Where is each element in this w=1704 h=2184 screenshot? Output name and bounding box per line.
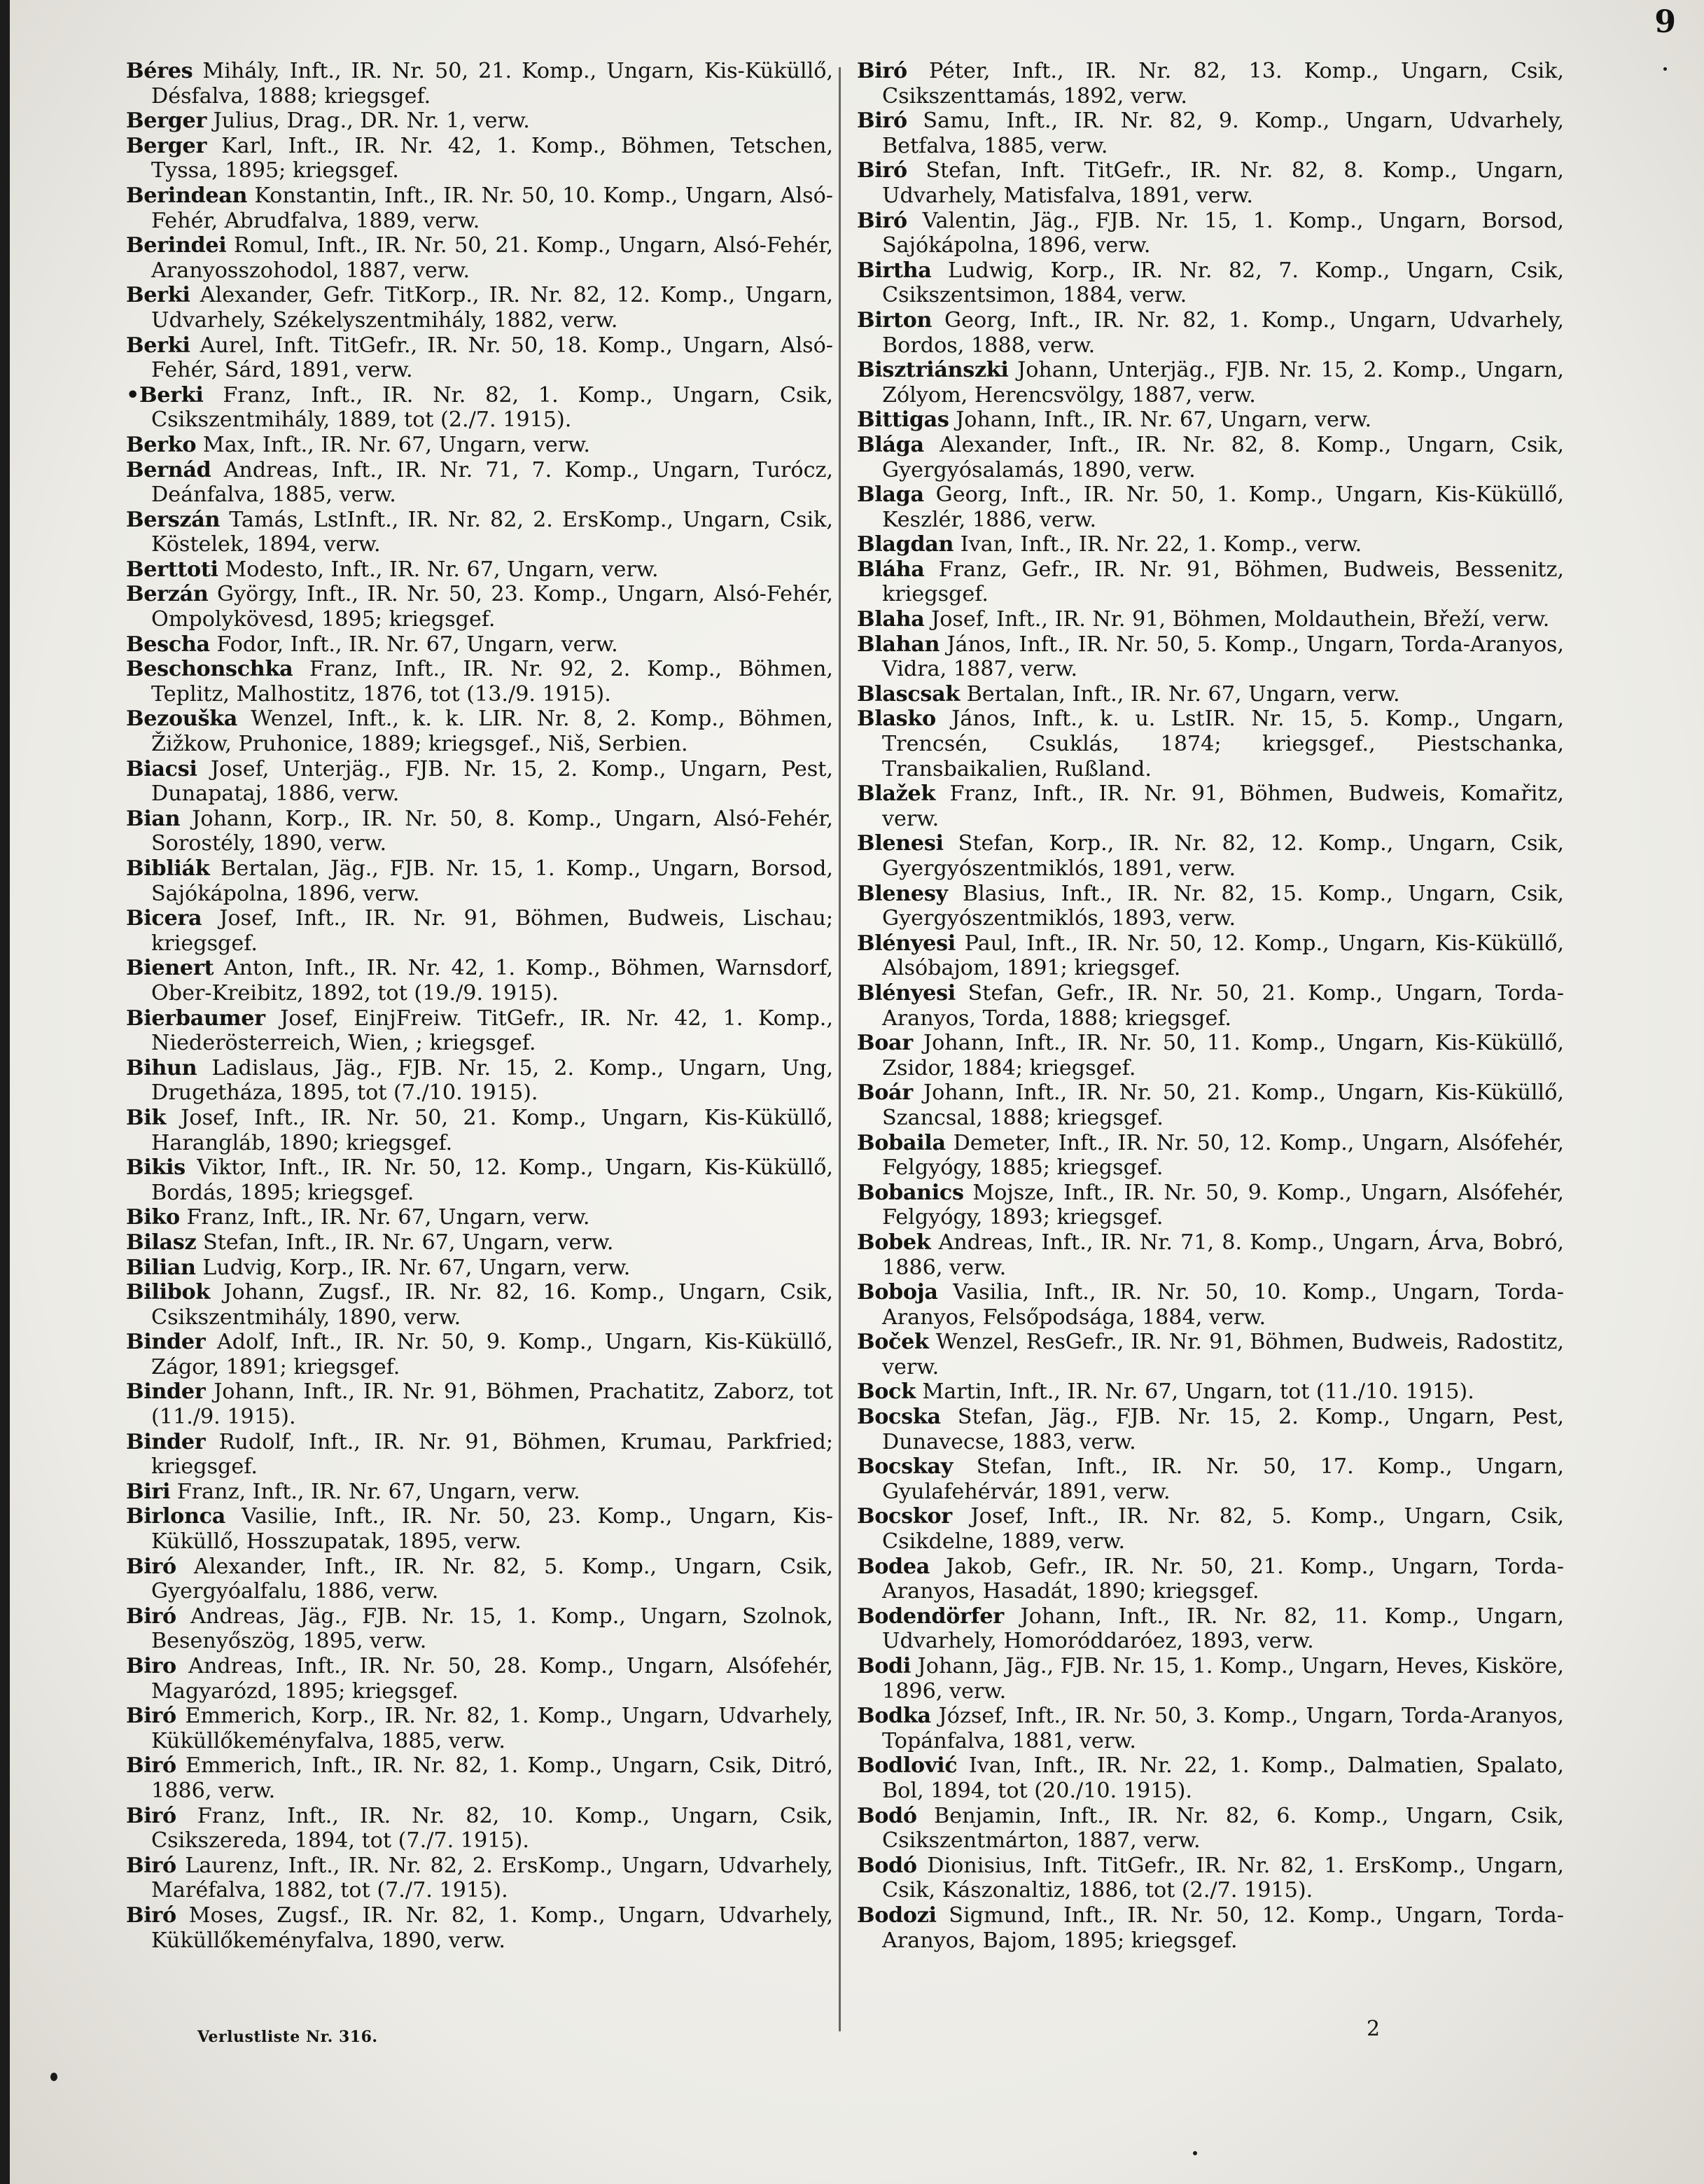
casualty-entry	[126, 707, 833, 756]
entry-details: Franz, Inft., IR. Nr. 82, 1. Komp., Ungarn, Csik, Csikszentmihály, 1889, tot (2./7. 1915).	[151, 382, 833, 433]
entry-details: Stefan, Inft. TitGefr., IR. Nr. 82, 8. Komp., Ungarn, Udvarhely, Matisfalva, 1891, verw.	[882, 158, 1564, 208]
surname: Bodka	[857, 1704, 931, 1729]
entry-details: Romul, Inft., IR. Nr. 50, 21. Komp., Ungarn, Alsó-Fehér, Aranyosszohodol, 1887, verw.	[151, 233, 833, 283]
entry-details: Franz, Inft., IR. Nr. 92, 2. Komp., Böhmen, Teplitz, Malhostitz, 1876, tot (13./9. 1915).	[151, 657, 833, 707]
surname: Bilibok	[126, 1280, 210, 1305]
casualty-entry	[126, 1006, 833, 1056]
entry-details: Dionisius, Inft. TitGefr., IR. Nr. 82, 1. ErsKomp., Ungarn, Csik, Kászonaltiz, 1886, tot (2./7. 1915).	[882, 1853, 1564, 1903]
casualty-entry	[857, 1704, 1564, 1753]
ink-speck	[1193, 2151, 1197, 2155]
entry-details: Demeter, Inft., IR. Nr. 50, 12. Komp., Ungarn, Alsófehér, Felgyógy, 1885; kriegsgef.	[882, 1130, 1564, 1181]
surname: Bláha	[857, 557, 925, 582]
entry-details: Adolf, Inft., IR. Nr. 50, 9. Komp., Ungarn, Kis-Küküllő, Zágor, 1891; kriegsgef.	[151, 1330, 833, 1379]
surname: Berttoti	[126, 557, 218, 582]
surname: Biró	[126, 1554, 176, 1579]
casualty-entry	[857, 358, 1564, 408]
casualty-entry	[126, 1330, 833, 1379]
casualty-entry	[857, 1554, 1564, 1604]
surname: Bibliák	[126, 856, 210, 881]
entry-details: Bertalan, Jäg., FJB. Nr. 15, 1. Komp., Ungarn, Borsod, Sajókápolna, 1896, verw.	[151, 856, 833, 906]
entry-details: Johann, Inft., IR. Nr. 91, Böhmen, Prachatitz, Zaborz, tot (11./9. 1915).	[151, 1379, 833, 1430]
casualty-entry	[126, 856, 833, 906]
casualty-entry	[857, 482, 1564, 532]
casualty-entry	[857, 59, 1564, 109]
surname: Bobek	[857, 1230, 931, 1255]
casualty-entry	[126, 134, 833, 183]
surname: Biró	[857, 208, 907, 233]
surname: Biacsi	[126, 756, 197, 781]
casualty-entry	[126, 1654, 833, 1704]
casualty-entry	[857, 1181, 1564, 1230]
entry-details: Josef, Inft., IR. Nr. 50, 21. Komp., Ungarn, Kis-Küküllő, Harangláb, 1890; kriegsgef.	[151, 1105, 833, 1155]
casualty-entry	[126, 1903, 833, 1953]
entry-details: Wenzel, Inft., k. k. LIR. Nr. 8, 2. Komp., Böhmen, Žižkow, Pruhonice, 1889; kriegsgef., Niš, Serbien.	[151, 707, 833, 757]
casualty-entry	[857, 308, 1564, 358]
casualty-entry	[857, 1804, 1564, 1853]
casualty-entry	[857, 1280, 1564, 1330]
surname: Bisztriánszki	[857, 358, 1009, 383]
entry-details: Johann, Unterjäg., FJB. Nr. 15, 2. Komp., Ungarn, Zólyom, Herencsvölgy, 1887, verw.	[882, 358, 1564, 408]
surname: Bodea	[857, 1554, 930, 1579]
casualty-entry	[126, 508, 833, 557]
surname: Berki	[126, 333, 190, 358]
entry-details: Emmerich, Inft., IR. Nr. 82, 1. Komp., Ungarn, Csik, Ditró, 1886, verw.	[151, 1753, 833, 1803]
entry-details: Wenzel, ResGefr., IR. Nr. 91, Böhmen, Budweis, Radostitz, verw.	[882, 1330, 1564, 1379]
entry-details: Samu, Inft., IR. Nr. 82, 9. Komp., Ungarn, Udvarhely, Betfalva, 1885, verw.	[882, 109, 1564, 158]
surname: Bezouška	[126, 707, 238, 732]
entry-details: Benjamin, Inft., IR. Nr. 82, 6. Komp., Ungarn, Csik, Csikszentmárton, 1887, verw.	[882, 1803, 1564, 1853]
entry-details: Georg, Inft., IR. Nr. 50, 1. Komp., Ungarn, Kis-Küküllő, Keszlér, 1886, verw.	[882, 482, 1564, 532]
entry-details: Ivan, Inft., IR. Nr. 22, 1. Komp., verw.	[954, 532, 1362, 557]
surname: Biró	[126, 1753, 176, 1779]
casualty-entry	[126, 1604, 833, 1654]
entry-details: Ivan, Inft., IR. Nr. 22, 1. Komp., Dalmatien, Spalato, Bol, 1894, tot (20./10. 1915).	[882, 1753, 1564, 1803]
surname: Bienert	[126, 956, 214, 981]
casualty-entry	[857, 607, 1564, 632]
surname: Berko	[126, 432, 197, 457]
casualty-entry	[857, 433, 1564, 482]
casualty-entry	[126, 1155, 833, 1205]
casualty-entry	[857, 1903, 1564, 1953]
entry-details: Modesto, Inft., IR. Nr. 67, Ungarn, verw.	[218, 557, 659, 582]
casualty-entry	[126, 283, 833, 333]
casualty-entry	[857, 831, 1564, 881]
surname: Bescha	[126, 632, 210, 657]
casualty-entry	[857, 632, 1564, 682]
entry-details: Josef, EinjFreiw. TitGefr., IR. Nr. 42, 1. Komp., Niederösterreich, Wien, ; kriegsgef.	[151, 1006, 833, 1056]
ink-speck	[50, 2073, 57, 2081]
casualty-entry	[126, 632, 833, 658]
entry-details: Johann, Inft., IR. Nr. 67, Ungarn, verw.	[949, 408, 1372, 433]
entry-details: Andreas, Inft., IR. Nr. 71, 8. Komp., Ungarn, Árva, Bobró, 1886, verw.	[882, 1230, 1564, 1280]
surname: Bittigas	[857, 408, 949, 433]
casualty-entry	[857, 981, 1564, 1031]
entry-details: Josef, Inft., IR. Nr. 91, Böhmen, Moldauthein, Břeží, verw.	[924, 607, 1550, 632]
casualty-entry	[126, 757, 833, 807]
left-column	[126, 59, 833, 1953]
surname: Bicera	[126, 906, 202, 931]
surname: Bikis	[126, 1155, 186, 1181]
surname: Berindei	[126, 233, 227, 258]
surname: Bocskay	[857, 1454, 953, 1480]
surname: Berki	[126, 283, 190, 308]
entry-details: Johann, Inft., IR. Nr. 50, 11. Komp., Ungarn, Kis-Küküllő, Zsidor, 1884; kriegsgef.	[882, 1031, 1564, 1080]
entry-details: Mojsze, Inft., IR. Nr. 50, 9. Komp., Ungarn, Alsófehér, Felgyógy, 1893; kriegsgef.	[882, 1180, 1564, 1230]
entry-details: Josef, Inft., IR. Nr. 91, Böhmen, Budweis, Lischau; kriegsgef.	[151, 906, 833, 956]
entry-details: Andreas, Inft., IR. Nr. 71, 7. Komp., Ungarn, Turócz, Deánfalva, 1885, verw.	[151, 457, 833, 508]
casualty-entry	[857, 557, 1564, 607]
entry-details: Viktor, Inft., IR. Nr. 50, 12. Komp., Ungarn, Kis-Küküllő, Bordás, 1895; kriegsgef.	[151, 1155, 833, 1205]
surname: Beschonschka	[126, 657, 293, 682]
surname: Berszán	[126, 507, 221, 532]
entry-details: Martin, Inft., IR. Nr. 67, Ungarn, tot (11./10. 1915).	[915, 1379, 1474, 1405]
surname: Birlonca	[126, 1504, 225, 1529]
entry-details: Andreas, Jäg., FJB. Nr. 15, 1. Komp., Ungarn, Szolnok, Besenyőszög, 1895, verw.	[151, 1604, 833, 1654]
surname: Biró	[126, 1704, 176, 1729]
entry-details: Moses, Zugsf., IR. Nr. 82, 1. Komp., Ungarn, Udvarhely, Küküllőkeményfalva, 1890, verw.	[151, 1903, 833, 1953]
entry-details: Max, Inft., IR. Nr. 67, Ungarn, verw.	[196, 432, 591, 457]
casualty-entry	[126, 1504, 833, 1554]
surname: Biró	[126, 1604, 176, 1629]
entry-details: Franz, Inft., IR. Nr. 67, Ungarn, verw.	[170, 1479, 580, 1504]
entry-details: Stefan, Jäg., FJB. Nr. 15, 2. Komp., Ungarn, Pest, Dunavecse, 1883, verw.	[882, 1405, 1564, 1454]
page-number: 9	[1654, 4, 1676, 40]
column-divider	[839, 67, 841, 2031]
entry-details: Franz, Inft., IR. Nr. 82, 10. Komp., Ungarn, Csik, Csikszereda, 1894, tot (7./7. 1915).	[151, 1803, 833, 1853]
surname: •Berki	[126, 382, 204, 408]
surname: Blahan	[857, 632, 940, 657]
casualty-entry	[857, 1330, 1564, 1379]
casualty-entry	[857, 1504, 1564, 1554]
casualty-entry	[857, 931, 1564, 981]
casualty-entry	[857, 1454, 1564, 1504]
entry-details: Laurenz, Inft., IR. Nr. 82, 2. ErsKomp., Ungarn, Udvarhely, Maréfalva, 1882, tot (7./7. 1915).	[151, 1853, 833, 1903]
casualty-entry	[126, 557, 833, 583]
casualty-entry	[857, 1031, 1564, 1080]
casualty-entry	[126, 1056, 833, 1106]
casualty-entry	[126, 183, 833, 233]
entry-details: Blasius, Inft., IR. Nr. 82, 15. Komp., Ungarn, Csik, Gyergyószentmiklós, 1893, verw.	[882, 881, 1564, 931]
entry-details: Tamás, LstInft., IR. Nr. 82, 2. ErsKomp., Ungarn, Csik, Köstelek, 1894, verw.	[151, 507, 833, 557]
surname: Bobanics	[857, 1180, 964, 1205]
entry-details: Johann, Zugsf., IR. Nr. 82, 16. Komp., Ungarn, Csik, Csikszentmihály, 1890, verw.	[151, 1280, 833, 1330]
casualty-entry	[126, 657, 833, 707]
surname: Biro	[126, 1654, 176, 1678]
surname: Bock	[857, 1379, 916, 1405]
casualty-entry	[126, 433, 833, 458]
entry-details: Alexander, Inft., IR. Nr. 82, 5. Komp., Ungarn, Csik, Gyergyóalfalu, 1886, verw.	[151, 1554, 833, 1604]
entry-details: Karl, Inft., IR. Nr. 42, 1. Komp., Böhmen, Tetschen, Tyssa, 1895; kriegsgef.	[151, 133, 833, 183]
entry-details: Stefan, Korp., IR. Nr. 82, 12. Komp., Ungarn, Csik, Gyergyószentmiklós, 1891, verw.	[882, 831, 1564, 881]
casualty-entry	[126, 1205, 833, 1230]
casualty-entry	[126, 906, 833, 956]
casualty-entry	[126, 1704, 833, 1753]
surname: Berger	[126, 109, 207, 134]
entry-details: György, Inft., IR. Nr. 50, 23. Komp., Ungarn, Alsó-Fehér, Ompolykövesd, 1895; kriegsgef.	[151, 582, 833, 632]
surname: Berzán	[126, 582, 209, 607]
surname: Bian	[126, 806, 181, 831]
entry-details: Jakob, Gefr., IR. Nr. 50, 21. Komp., Ungarn, Torda-Aranyos, Hasadát, 1890; kriegsgef.	[882, 1554, 1564, 1604]
entry-details: János, Inft., IR. Nr. 50, 5. Komp., Ungarn, Torda-Aranyos, Vidra, 1887, verw.	[882, 632, 1564, 682]
casualty-entry	[857, 532, 1564, 557]
entry-details: Bertalan, Inft., IR. Nr. 67, Ungarn, verw.	[960, 681, 1400, 707]
casualty-entry	[857, 258, 1564, 308]
surname: Bocska	[857, 1405, 941, 1430]
surname: Blenesi	[857, 831, 944, 856]
casualty-entry	[126, 1230, 833, 1256]
entry-details: Fodor, Inft., IR. Nr. 67, Ungarn, verw.	[209, 632, 618, 657]
entry-details: János, Inft., k. u. LstIR. Nr. 15, 5. Komp., Ungarn, Trencsén, Csuklás, 1874; kriegsgef., Piestschanka, Transbaikalien, Rußland.	[882, 707, 1564, 781]
casualty-entry	[126, 1280, 833, 1330]
surname: Binder	[126, 1429, 206, 1454]
surname: Biró	[857, 109, 907, 134]
surname: Boček	[857, 1330, 929, 1355]
surname: Bodó	[857, 1803, 917, 1828]
right-column	[857, 59, 1564, 1953]
surname: Blasko	[857, 707, 936, 732]
entry-details: Alexander, Gefr. TitKorp., IR. Nr. 82, 12. Komp., Ungarn, Udvarhely, Székelyszentmihály, 1882, verw.	[151, 283, 833, 333]
casualty-entry	[857, 1131, 1564, 1181]
surname: Biró	[126, 1803, 176, 1828]
entry-details: Sigmund, Inft., IR. Nr. 50, 12. Komp., Ungarn, Torda-Aranyos, Bajom, 1895; kriegsgef.	[882, 1903, 1564, 1953]
surname: Bodi	[857, 1654, 912, 1678]
casualty-entry	[126, 383, 833, 433]
surname: Bilasz	[126, 1230, 197, 1255]
footer-signature-mark: 2	[1367, 2017, 1381, 2041]
surname: Biró	[857, 59, 907, 83]
casualty-entry	[126, 458, 833, 508]
casualty-entry	[857, 1080, 1564, 1130]
entry-details: Ladislaus, Jäg., FJB. Nr. 15, 2. Komp., Ungarn, Ung, Drugetháza, 1895, tot (7./10. 1915).	[151, 1055, 833, 1106]
casualty-entry	[126, 582, 833, 632]
casualty-entry	[126, 1853, 833, 1903]
entry-details: Franz, Gefr., IR. Nr. 91, Böhmen, Budweis, Bessenitz, kriegsgef.	[882, 557, 1564, 607]
casualty-entry	[857, 882, 1564, 931]
entry-details: Stefan, Gefr., IR. Nr. 50, 21. Komp., Ungarn, Torda-Aranyos, Torda, 1888; kriegsgef.	[882, 980, 1564, 1031]
entry-details: Péter, Inft., IR. Nr. 82, 13. Komp., Ungarn, Csik, Csikszenttamás, 1892, verw.	[882, 59, 1564, 109]
casualty-entry	[126, 1480, 833, 1505]
ink-speck	[1663, 67, 1667, 71]
surname: Birton	[857, 307, 933, 333]
casualty-entry	[857, 1230, 1564, 1280]
entry-details: Alexander, Inft., IR. Nr. 82, 8. Komp., Ungarn, Csik, Gyergyósalamás, 1890, verw.	[882, 432, 1564, 482]
entry-details: Konstantin, Inft., IR. Nr. 50, 10. Komp., Ungarn, Alsó-Fehér, Abrudfalva, 1889, verw.	[151, 183, 833, 233]
casualty-entry	[126, 1554, 833, 1604]
surname: Blažek	[857, 781, 936, 807]
casualty-entry	[857, 707, 1564, 781]
casualty-entry	[857, 109, 1564, 158]
surname: Bierbaumer	[126, 1006, 265, 1031]
entry-details: Julius, Drag., DR. Nr. 1, verw.	[207, 109, 530, 134]
entry-details: Josef, Inft., IR. Nr. 82, 5. Komp., Ungarn, Csik, Csikdelne, 1889, verw.	[882, 1504, 1564, 1554]
entry-details: Mihály, Inft., IR. Nr. 50, 21. Komp., Ungarn, Kis-Küküllő, Désfalva, 1888; kriegsgef.	[151, 59, 833, 109]
casualty-entry	[857, 1379, 1564, 1405]
entry-details: Aurel, Inft. TitGefr., IR. Nr. 50, 18. Komp., Ungarn, Alsó-Fehér, Sárd, 1891, verw.	[151, 333, 833, 383]
casualty-entry	[126, 807, 833, 856]
surname: Bihun	[126, 1055, 197, 1080]
casualty-entry	[126, 1430, 833, 1480]
casualty-entry	[857, 1654, 1564, 1704]
surname: Boár	[857, 1080, 913, 1106]
casualty-entry	[126, 1753, 833, 1803]
surname: Binder	[126, 1379, 206, 1405]
surname: Blaga	[857, 482, 924, 508]
entry-details: Vasilie, Inft., IR. Nr. 50, 23. Komp., Ungarn, Kis-Küküllő, Hosszupatak, 1895, verw.	[151, 1504, 833, 1554]
entry-details: Anton, Inft., IR. Nr. 42, 1. Komp., Böhmen, Warnsdorf, Ober-Kreibitz, 1892, tot (19./9. 1915).	[151, 956, 833, 1006]
surname: Bocskor	[857, 1504, 952, 1529]
entry-details: Emmerich, Korp., IR. Nr. 82, 1. Komp., Ungarn, Udvarhely, Küküllőkeményfalva, 1885, verw.	[151, 1704, 833, 1753]
surname: Binder	[126, 1330, 206, 1355]
surname: Bodó	[857, 1853, 917, 1878]
surname: Bobaila	[857, 1130, 946, 1155]
casualty-entry	[126, 1379, 833, 1429]
casualty-entry	[857, 682, 1564, 707]
surname: Berger	[126, 133, 207, 158]
entry-details: Andreas, Inft., IR. Nr. 50, 28. Komp., Ungarn, Alsófehér, Magyarózd, 1895; kriegsgef.	[151, 1654, 833, 1704]
surname: Biko	[126, 1205, 180, 1230]
entry-details: Josef, Unterjäg., FJB. Nr. 15, 2. Komp., Ungarn, Pest, Dunapataj, 1886, verw.	[151, 756, 833, 807]
surname: Biri	[126, 1479, 171, 1504]
surname: Bodlović	[857, 1753, 958, 1779]
entry-details: Franz, Inft., IR. Nr. 67, Ungarn, verw.	[179, 1205, 590, 1230]
casualty-entry	[126, 1106, 833, 1155]
entry-details: Vasilia, Inft., IR. Nr. 50, 10. Komp., Ungarn, Torda-Aranyos, Felsőpodsága, 1884, verw.	[882, 1280, 1564, 1330]
surname: Biró	[126, 1853, 176, 1878]
surname: Blenesy	[857, 881, 948, 906]
surname: Blága	[857, 432, 924, 457]
surname: Blagdan	[857, 532, 954, 557]
casualty-entry	[857, 1604, 1564, 1654]
surname: Béres	[126, 59, 193, 83]
casualty-entry	[857, 1753, 1564, 1803]
casualty-entry	[126, 233, 833, 283]
casualty-entry	[857, 209, 1564, 258]
entry-details: Valentin, Jäg., FJB. Nr. 15, 1. Komp., Ungarn, Borsod, Sajókápolna, 1896, verw.	[882, 208, 1564, 258]
surname: Blascsak	[857, 681, 960, 707]
entry-details: József, Inft., IR. Nr. 50, 3. Komp., Ungarn, Torda-Aranyos, Topánfalva, 1881, verw.	[882, 1704, 1564, 1753]
entry-details: Stefan, Inft., IR. Nr. 67, Ungarn, verw.	[196, 1230, 614, 1255]
surname: Bilian	[126, 1255, 196, 1280]
casualty-entry	[126, 59, 833, 109]
entry-details: Franz, Inft., IR. Nr. 91, Böhmen, Budweis, Komařitz, verw.	[882, 781, 1564, 831]
entry-details: Ludvig, Korp., IR. Nr. 67, Ungarn, verw.	[195, 1255, 631, 1280]
casualty-entry	[857, 781, 1564, 831]
casualty-entry	[126, 956, 833, 1006]
entry-details: Georg, Inft., IR. Nr. 82, 1. Komp., Ungarn, Udvarhely, Bordos, 1888, verw.	[882, 307, 1564, 358]
entry-details: Johann, Inft., IR. Nr. 82, 11. Komp., Ungarn, Udvarhely, Homoróddaróez, 1893, verw.	[882, 1604, 1564, 1654]
surname: Bik	[126, 1105, 166, 1130]
footer-list-number: Verlustliste Nr. 316.	[197, 2028, 378, 2046]
casualty-entry	[857, 1405, 1564, 1454]
entry-details: Rudolf, Inft., IR. Nr. 91, Böhmen, Krumau, Parkfried; kriegsgef.	[151, 1429, 833, 1480]
casualty-entry	[126, 1256, 833, 1281]
surname: Berindean	[126, 183, 248, 208]
entry-details: Johann, Jäg., FJB. Nr. 15, 1. Komp., Ungarn, Heves, Kisköre, 1896, verw.	[882, 1654, 1564, 1704]
surname: Biró	[126, 1903, 176, 1928]
entry-details: Paul, Inft., IR. Nr. 50, 12. Komp., Ungarn, Kis-Küküllő, Alsóbajom, 1891; kriegsgef.	[882, 931, 1564, 981]
entry-details: Ludwig, Korp., IR. Nr. 82, 7. Komp., Ungarn, Csik, Csikszentsimon, 1884, verw.	[882, 258, 1564, 308]
surname: Blényesi	[857, 980, 956, 1006]
casualty-entry	[857, 158, 1564, 208]
entry-details: Stefan, Inft., IR. Nr. 50, 17. Komp., Ungarn, Gyulafehérvár, 1891, verw.	[882, 1454, 1564, 1504]
surname: Biró	[857, 158, 907, 183]
casualty-entry	[126, 333, 833, 383]
casualty-entry	[126, 109, 833, 134]
surname: Bodozi	[857, 1903, 937, 1928]
surname: Birtha	[857, 258, 932, 283]
surname: Boboja	[857, 1280, 938, 1305]
entry-details: Johann, Korp., IR. Nr. 50, 8. Komp., Ungarn, Alsó-Fehér, Sorostély, 1890, verw.	[151, 806, 833, 856]
surname: Blaha	[857, 607, 925, 632]
surname: Bodendörfer	[857, 1604, 1004, 1629]
casualty-entry	[126, 1804, 833, 1853]
surname: Boar	[857, 1031, 913, 1056]
entry-details: Johann, Inft., IR. Nr. 50, 21. Komp., Ungarn, Kis-Küküllő, Szancsal, 1888; kriegsgef.	[882, 1080, 1564, 1130]
surname: Bernád	[126, 457, 211, 482]
casualty-entry	[857, 1853, 1564, 1903]
casualty-entry	[857, 408, 1564, 433]
surname: Blényesi	[857, 931, 956, 956]
